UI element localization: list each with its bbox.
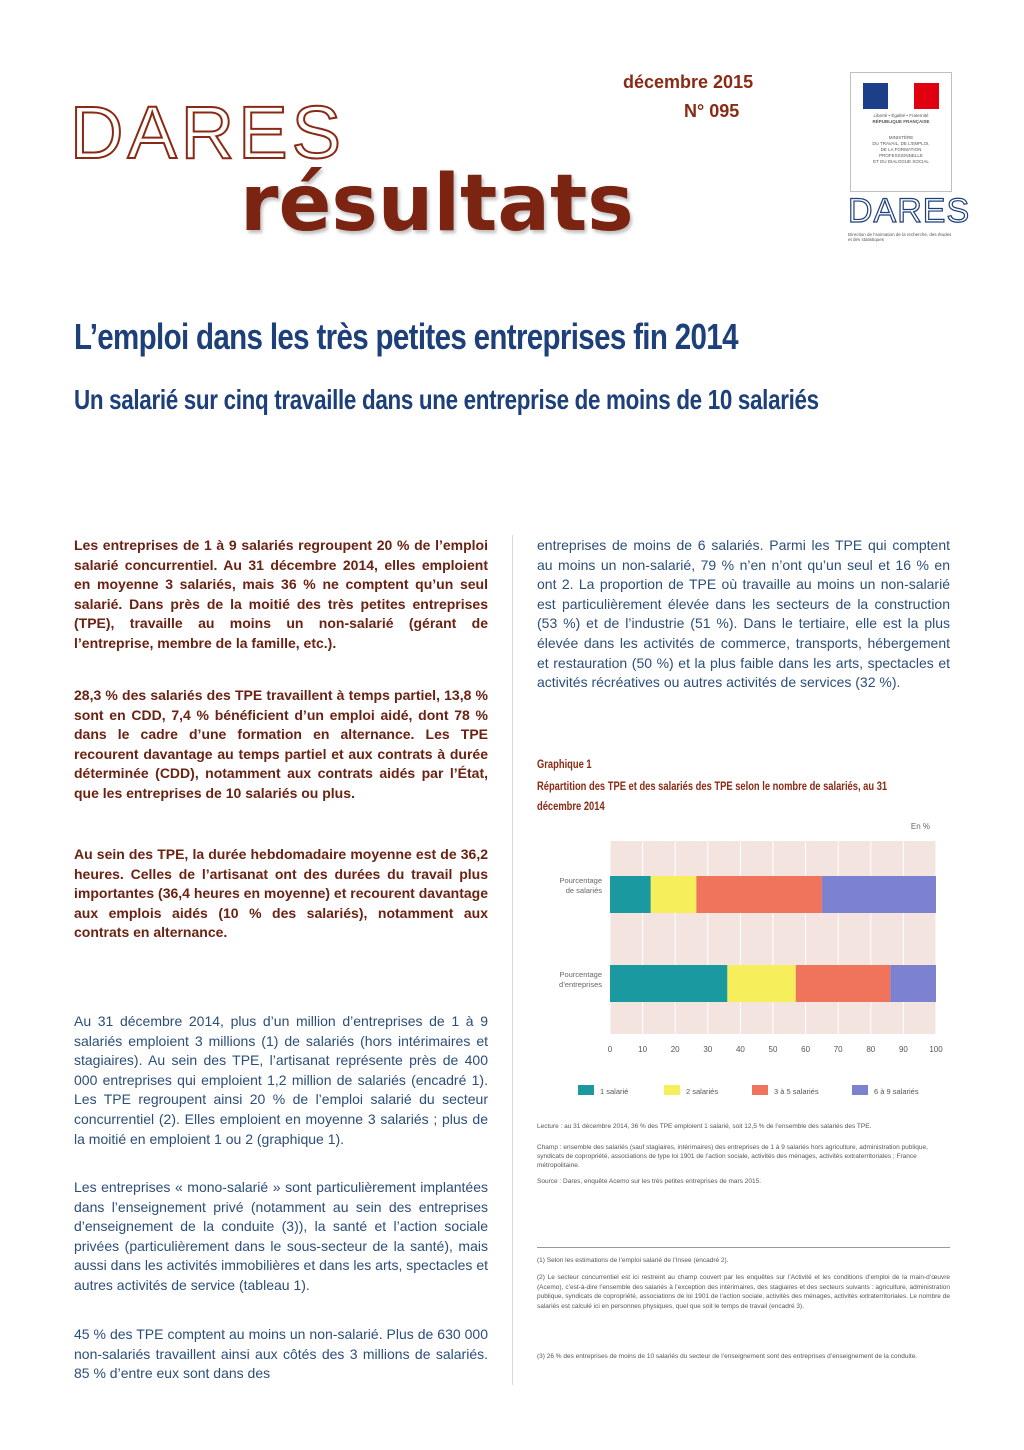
ministry-line-5: ET DU DIALOGUE SOCIAL: [873, 159, 929, 164]
chart-x-tick-label: 80: [866, 1045, 876, 1054]
chart-x-tick-label: 10: [638, 1045, 648, 1054]
chart-x-tick-label: 20: [670, 1045, 680, 1054]
body-paragraph-2: Les entreprises « mono-salarié » sont particulièrement implantées dans l’enseignement privé (notamment au sein des entreprises d’enseignement de la conduite (3)), la santé et l’action sociale privées (particulièrement dans le sous-secteur de la santé), mais aussi dans les activités immobilières et dans les arts, spectacles et autres activités de service (tableau 1).: [74, 1179, 488, 1293]
chart-legend-label: 3 à 5 salariés: [774, 1087, 819, 1096]
chart-bar-segment: [796, 965, 891, 1002]
chart-legend-swatch: [852, 1085, 868, 1095]
chart-bar-segment: [610, 876, 651, 913]
chart-x-tick-label: 0: [607, 1045, 613, 1054]
body-paragraph-3: 45 % des TPE comptent au moins un non-salarié. Plus de 630 000 non-salariés travaillent ainsi aux côtés des 3 millions de salariés. 85 % d’entre eux sont dans des: [74, 1326, 488, 1382]
marianne-flag-icon: [863, 83, 939, 109]
footnote-2: (2) Le secteur concurrentiel est ici restreint au champ couvert par les enquêtes sur l’Activité et les conditions d’emploi de la main-d’œuvre (Acemo), c’est-à-dire l’ensemble des salariés à l’exception des intérimaires, des stagiaires et des secteurs suivants : agriculture, administration publique, syndicats de copropriété, associations de loi 1901 de l’action sociale, activités des ménages, activités extraterritoriales. Le nombre de salariés est calculé ici en personnes physiques, quel que soit le temps de travail (encadré 3).: [537, 1274, 950, 1310]
chart-bar-segment: [727, 965, 795, 1002]
footnote-1: (1) Selon les estimations de l’emploi salarié de l’Insee (encadré 2).: [537, 1257, 729, 1264]
chart-x-tick-label: 90: [898, 1045, 908, 1054]
summary-paragraph-1: Les entreprises de 1 à 9 salariés regroupent 20 % de l’emploi salarié concurrentiel. Au 31 décembre 2014, elles emploient en moyenne 3 salariés, mais 36 % ne comptent qu’un seul salarié. Dans près de la moitié des très petites entreprises (TPE), travaille au moins un non-salarié (gérant de l’entreprise, membre de la famille, etc.).: [74, 537, 488, 651]
republic-name: RÉPUBLIQUE FRANÇAISE: [872, 119, 930, 124]
ministry-line-4: PROFESSIONNELLE: [879, 153, 923, 158]
masthead-brand: DARES: [70, 91, 345, 174]
body-paragraph-4: entreprises de moins de 6 salariés. Parmi les TPE qui comptent au moins un non-salarié, 79 % n’en n’ont qu’un seul et 16 % en ont 2. La proportion de TPE où travaille au moins un non-salarié est particulièrement élevée dans les secteurs de la construction (53 %) et de l’industrie (51 %). Dans le tertiaire, elle est la plus élevée dans les activités de commerce, transports, hébergement et restauration (50 %) et la plus faible dans les arts, spectacles et activités récréatives ou autres activités de services (32 %).: [537, 537, 950, 691]
chart-x-tick-label: 70: [833, 1045, 843, 1054]
summary-paragraph-3: Au sein des TPE, la durée hebdomadaire moyenne est de 36,2 heures. Celles de l’artisanat ont des durées du travail plus importantes (36,4 heures en moyenne) et recourent davantage aux emplois aidés (10 % des salariés), notamment aux contrats en alternance.: [74, 846, 488, 941]
ministry-line-3: DE LA FORMATION: [880, 147, 922, 152]
chart-bar-segment: [651, 876, 697, 913]
chart-bar-segment: [890, 965, 936, 1002]
chart-legend-label: 1 salarié: [600, 1087, 629, 1096]
ministry-line-1: MINISTÈRE: [888, 135, 914, 140]
chart-legend-label: 6 à 9 salariés: [874, 1087, 919, 1096]
chart-x-tick-label: 30: [703, 1045, 713, 1054]
chart-category-label-entreprises: Pourcentage d’entreprises: [559, 970, 602, 989]
column-divider: [512, 535, 513, 1385]
chart-graphique-1: [530, 815, 960, 1110]
ministry-line-2: DU TRAVAIL, DE L'EMPLOI,: [872, 141, 930, 146]
chart-legend-label: 2 salariés: [686, 1087, 719, 1096]
chart-x-tick-label: 100: [929, 1045, 943, 1054]
chart-bar-segment: [610, 965, 727, 1002]
page-subtitle: Un salarié sur cinq travaille dans une entreprise de moins de 10 salariés: [74, 384, 819, 415]
footnote-3: (3) 26 % des entreprises de moins de 10 salariés du secteur de l’enseignement sont des entreprises d’enseignement de la conduite.: [537, 1353, 918, 1360]
chart-x-tick-label: 50: [768, 1045, 778, 1054]
chart-legend-swatch: [578, 1085, 594, 1095]
chart-legend-swatch: [664, 1085, 680, 1095]
summary-paragraph-2: 28,3 % des salariés des TPE travaillent à temps partiel, 13,8 % sont en CDD, 7,4 % bénéficient d’un emploi aidé, dont 78 % dans le cadre d’une formation en alternance. Les TPE recourent davantage au temps partiel et aux contrats à durée déterminée (CDD), notamment aux contrats aidés par l’État, que les entreprises de 10 salariés ou plus.: [74, 687, 488, 801]
republic-motto: Liberté • Égalité • Fraternité: [873, 113, 929, 118]
chart-unit-label: En %: [910, 822, 930, 831]
page-title: L’emploi dans les très petites entreprises fin 2014: [74, 316, 738, 357]
chart-source-note: Source : Dares, enquête Acemo sur les très petites entreprises de mars 2015.: [537, 1178, 762, 1185]
chart-category-label-salaries: Pourcentage de salariés: [559, 876, 602, 895]
chart-number: Graphique 1: [537, 757, 592, 771]
chart-legend-swatch: [752, 1085, 768, 1095]
chart-title: Répartition des TPE et des salariés des TPE selon le nombre de salariés, au 31 décembre 2014: [537, 779, 888, 813]
footnote-divider: [537, 1247, 950, 1248]
chart-x-tick-label: 40: [735, 1045, 745, 1054]
chart-bar-segment: [696, 876, 822, 913]
chart-x-tick-label: 60: [801, 1045, 811, 1054]
masthead-subtitle: résultats: [240, 159, 634, 249]
dares-logo-subtitle: Direction de l'animation de la recherche, des études et des statistiques: [848, 232, 952, 243]
chart-bar-segment: [822, 876, 936, 913]
chart-scope-note: Champ : ensemble des salariés (sauf stagiaires, intérimaires) des entreprises de 1 à 9 salariés hors agriculture, administration publique, syndicats de copropriété, associations de type loi 1901 de l’action sociale, activités des ménages, activités extraterritoriales ; France métropolitaine.: [537, 1144, 928, 1169]
body-paragraph-1: Au 31 décembre 2014, plus d’un million d’entreprises de 1 à 9 salariés emploient 3 millions (1) de salariés (hors intérimaires et stagiaires). Au sein des TPE, l’artisanat représente près de 400 000 entreprises qui emploient 1,2 million de salariés (encadré 1). Les TPE regroupent ainsi 20 % de l’emploi salarié du secteur concurrentiel (2). Elles emploient en moyenne 3 salariés ; plus de la moitié en emploient 1 ou 2 (graphique 1).: [74, 1013, 488, 1147]
issue-date: décembre 2015: [623, 72, 754, 92]
issue-number: N° 095: [684, 101, 740, 121]
ministry-logo: [850, 72, 952, 192]
dares-logo: DARES: [848, 192, 971, 230]
chart-reading-note: Lecture : au 31 décembre 2014, 36 % des TPE emploient 1 salarié, soit 12,5 % de l’ensemble des salariés des TPE.: [537, 1123, 872, 1130]
